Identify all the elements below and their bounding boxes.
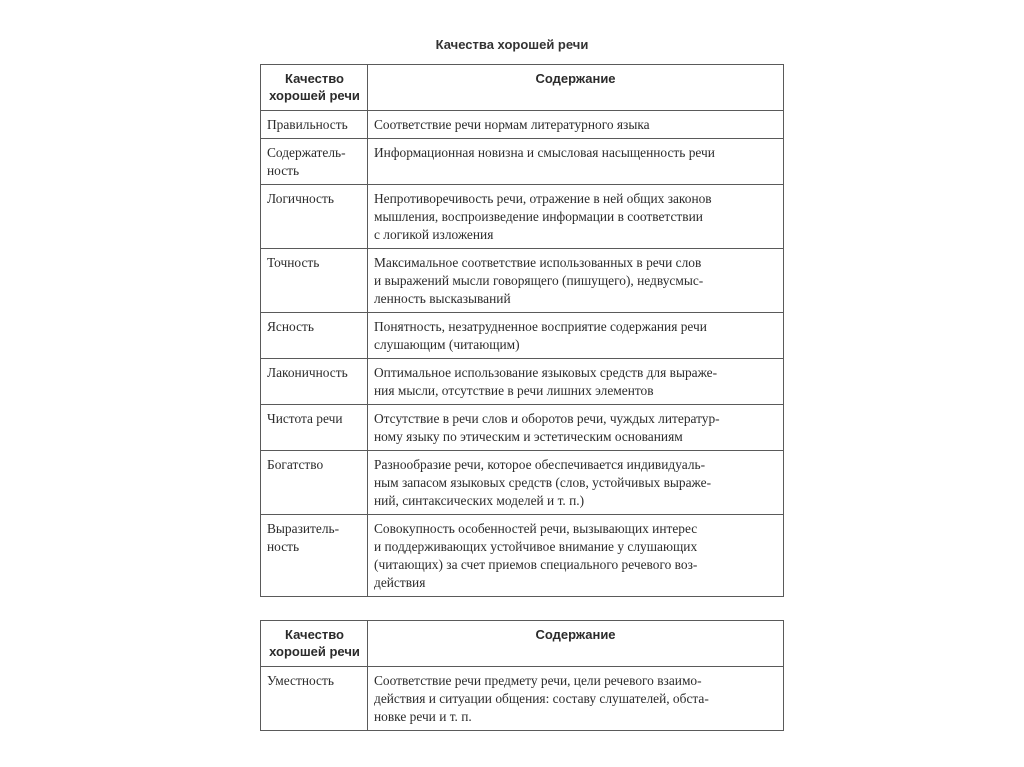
quality-content-cell: Оптимальное использование языковых средств для выраже- ния мысли, отсутствие в речи лишних элементов <box>368 359 784 405</box>
quality-content-cell: Разнообразие речи, которое обеспечивается индивидуаль- ным запасом языковых средств (слов, устойчивых выраже- ний, синтаксических моделей и т. п.) <box>368 451 784 515</box>
quality-name-cell: Лаконичность <box>261 359 368 405</box>
header-content-cell: Содержание <box>368 65 784 111</box>
quality-content-cell: Понятность, незатрудненное восприятие содержания речи слушающим (читающим) <box>368 313 784 359</box>
table-body <box>261 111 784 597</box>
table-caption: Качества хорошей речи <box>435 37 589 52</box>
quality-content-cell: Максимальное соответствие использованных в речи слов и выражений мысли говорящего (пишущего), недвусмыс- ленность высказываний <box>368 249 784 313</box>
quality-name-cell: Логичность <box>261 185 368 249</box>
quality-content-cell: Соответствие речи предмету речи, цели речевого взаимо- действия и ситуации общения: составу слушателей, обста- новке речи и т. п. <box>368 667 784 731</box>
table-row <box>261 451 784 515</box>
table-row <box>261 405 784 451</box>
table-row <box>261 139 784 185</box>
quality-content-cell: Информационная новизна и смысловая насыщенность речи <box>368 139 784 185</box>
quality-content-cell: Совокупность особенностей речи, вызывающих интерес и поддерживающих устойчивое внимание у слушающих (читающих) за счет приемов специального речевого воз- действия <box>368 515 784 597</box>
speech-qualities-table <box>260 64 784 597</box>
header-quality-label: Качество хорошей речи <box>269 627 360 659</box>
quality-content-cell: Соответствие речи нормам литературного языка <box>368 111 784 139</box>
quality-name-cell: Ясность <box>261 313 368 359</box>
table-row <box>261 359 784 405</box>
quality-content-cell: Отсутствие в речи слов и оборотов речи, чуждых литератур- ному языку по этическим и эстетическим основаниям <box>368 405 784 451</box>
quality-name-cell: Уместность <box>261 667 368 731</box>
quality-content-cell: Непротиворечивость речи, отражение в ней общих законов мышления, воспроизведение информации в соответствии с логикой изложения <box>368 185 784 249</box>
table-row <box>261 185 784 249</box>
header-quality-cell <box>261 621 368 667</box>
quality-name-cell: Точность <box>261 249 368 313</box>
header-quality-cell <box>261 65 368 111</box>
speech-qualities-table-continued <box>260 620 784 731</box>
table-row <box>261 111 784 139</box>
table-header-row <box>261 621 784 667</box>
quality-name-cell: Богатство <box>261 451 368 515</box>
header-content-cell: Содержание <box>368 621 784 667</box>
table-row <box>261 667 784 731</box>
quality-name-cell: Правильность <box>261 111 368 139</box>
table-row <box>261 249 784 313</box>
quality-name-cell: Чистота речи <box>261 405 368 451</box>
table-row <box>261 313 784 359</box>
table-header-row <box>261 65 784 111</box>
header-quality-label: Качество хорошей речи <box>269 71 360 103</box>
table-body <box>261 667 784 731</box>
table-row <box>261 515 784 597</box>
quality-name-cell: Содержатель- ность <box>261 139 368 185</box>
quality-name-cell: Выразитель- ность <box>261 515 368 597</box>
